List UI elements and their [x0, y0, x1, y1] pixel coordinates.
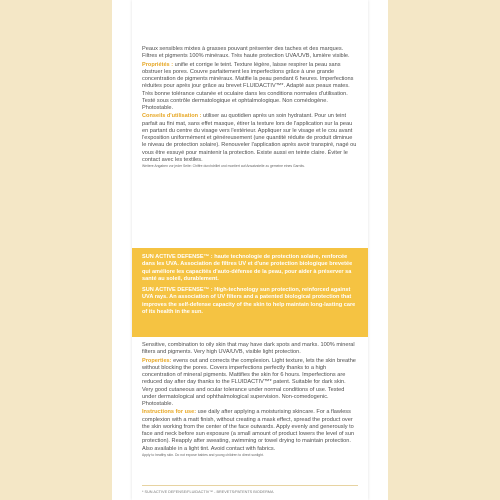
footer-divider — [142, 485, 358, 486]
sad-french — [142, 254, 358, 283]
footer-note — [142, 490, 358, 494]
en-properties-text: evens out and corrects the complexion. Light texture, lets the skin breathe without blocking the pores. Covers imperfections perfectly thanks to a high concentration of mineral pigments. Mattifies the skin for 6 hours. Imperfections are reduced day after day thanks to the FLUIDACTIV™* patent. Suitable for dark skin. Very good cutaneous and ocular tolerance under normal conditions of use. Tested under dermatological and ophthalmological supervision. Non-comedogenic. Photostable. — [142, 357, 356, 407]
sun-active-defense-block — [132, 248, 368, 337]
en-properties — [142, 358, 358, 409]
en-intro: Sensitive, combination to oily skin that may have dark spots and marks. 100% mineral filters and pigments. Very high UVA/UVB, visible light protection. — [142, 342, 355, 356]
en-usage-label: Instructions for use: — [142, 409, 197, 416]
sad-fr-text: haute technologie de protection solaire, renforcée dans les UVA. Association de filtres UV et d'une protection biologique brevetée qui améliore les capacités d'auto-défense de la peau, pour aider à préserver sa santé au soleil, durablement. — [142, 254, 353, 282]
french-section — [142, 46, 358, 168]
fr-properties — [142, 62, 358, 113]
fr-usage-text: utiliser au quotidien après un soin hydratant. Pour un teint parfait au fini mat, sans effet masque, étirer la texture lors de l'application sur la peau en partant du centre du visage vers l'extérieur. Appliquer sur le visage et le cou avant l'exposition uniformément et généreusement (une quantité réduite de produit diminue le niveau de protection solaire). Renouveler l'application après avoir transpiré, nagé ou vous être essuyé pour maintenir la protection. Existe aussi en teinte claire. Éviter le contact avec les textiles. — [142, 113, 357, 163]
en-usage-fine-print: Apply to healthy skin. Do not expose babies and young children to direct sunlight. — [142, 452, 264, 457]
fr-usage — [142, 113, 358, 164]
fr-usage-fine-print: Weitere Angaben vor jeder Seite: Chiffre durchdrillet und montiert auf Ansatzstelle zu gemeine eines Garnits. — [142, 164, 305, 168]
fr-properties-label: Propriétés : — [142, 61, 174, 68]
product-label-card — [132, 0, 368, 500]
sun-active-defense-text — [142, 254, 358, 316]
sad-en-label: SUN ACTIVE DEFENSE™ : — [142, 287, 213, 293]
en-usage-text: use daily after applying a moisturising skincare. For a flawless complexion with a matt finish, without creating a mask effect, spread the product over the skin working from the center of the face outwards. Apply evenly and generously to face and neck before sun exposure (a small amount of product lowers the level of sun protection). Reapply after sweating, swimming or towel drying to maintain protection. Also available in a light tint. Avoid contact with fabrics. — [142, 409, 355, 452]
footer-patents: * SUN ACTIVE DEFENSE/FLUIDACTIV™ - BREVETS/PATENTS BIODERMA — [142, 489, 274, 494]
sad-fr-label: SUN ACTIVE DEFENSE™ : — [142, 254, 213, 260]
sad-english — [142, 287, 358, 316]
english-section — [142, 342, 358, 457]
background-band-left — [0, 0, 112, 500]
fr-intro: Peaux sensibles mixtes à grasses pouvant présenter des taches et des marques. Filtres et pigments 100% minéraux. Très haute protection UVA/UVB, lumière visible. — [142, 46, 350, 60]
fr-usage-label: Conseils d'utilisation : — [142, 113, 202, 120]
background-band-right — [388, 0, 500, 500]
fr-properties-text: unifie et corrige le teint. Texture légère, laisse respirer la peau sans obstruer les pores. Couvre parfaitement les imperfections grâce à une grande concentration de pigments minéraux. Matifie la peau pendant 6 heures. Imperfections réduites pour après jour grâce au brevet FLUIDACTIV™*. Adapté aux peaux mates. Très bonne tolérance cutanée et oculaire dans les conditions normales d'utilisation. Testé sous contrôle dermatologique et ophtalmologique. Non comédogène. Photostable. — [142, 61, 354, 111]
en-usage — [142, 409, 358, 453]
en-properties-label: Properties: — [142, 357, 172, 364]
sad-en-text: High-technology sun protection, reinforced against UVA rays. An association of UV filters and a patented biological protection that improves the self-defense capacity of the skin to help maintain long-lasting care of its health in the sun. — [142, 287, 356, 315]
